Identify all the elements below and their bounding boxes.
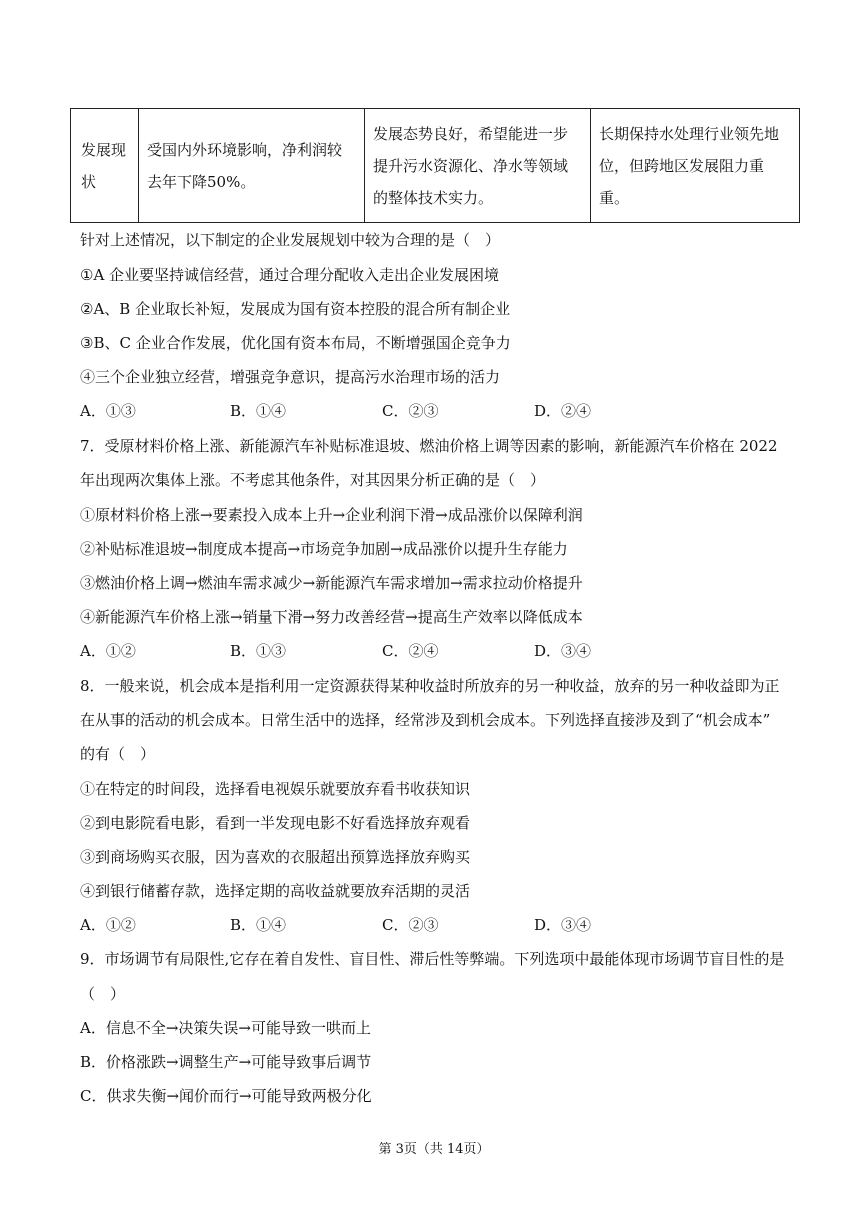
option-a[interactable]: A．①② [80,916,136,934]
question-8-item-4: ④到银行储蓄存款，选择定期的高收益就要放弃活期的灵活 [80,882,471,900]
company-b-status-cell: 发展态势良好，希望能进一步提升污水资源化、净水等领域的整体技术实力。 [365,109,591,223]
question-9-option-a[interactable]: A．信息不全→决策失误→可能导致一哄而上 [80,1019,371,1037]
option-a[interactable]: A．①② [80,642,136,660]
option-b[interactable]: B．①④ [230,916,287,934]
page-footer: 第 3页（共 14页） [378,1142,490,1157]
question-8-item-3: ③到商场购买衣服，因为喜欢的衣服超出预算选择放弃购买 [80,848,471,866]
option-d[interactable]: D．②④ [534,402,592,420]
table-row [71,109,800,223]
question-8-item-1: ①在特定的时间段，选择看电视娱乐就要放弃看书收获知识 [80,780,471,798]
question-7-stem-line-2: 年出现两次集体上涨。不考虑其他条件，对其因果分析正确的是（ ） [80,471,546,489]
option-b[interactable]: B．①④ [230,402,287,420]
question-8-item-2: ②到电影院看电影，看到一半发现电影不好看选择放弃观看 [80,814,471,832]
question-6-stem: 针对上述情况，以下制定的企业发展规划中较为合理的是（ ） [80,231,501,249]
option-c[interactable]: C．②④ [382,642,439,660]
question-6-item-2: ②A、B 企业取长补短，发展成为国有资本控股的混合所有制企业 [80,300,511,318]
question-6-item-4: ④三个企业独立经营，增强竞争意识，提高污水治理市场的活力 [80,368,501,386]
question-7-item-1: ①原材料价格上涨→要素投入成本上升→企业利润下滑→成品涨价以保障利润 [80,506,583,524]
option-c[interactable]: C．②③ [382,916,439,934]
question-7-stem-line-1: 7．受原材料价格上涨、新能源汽车补贴标准退坡、燃油价格上调等因素的影响，新能源汽车价格在 2022 [80,437,778,455]
question-6-options [80,401,800,421]
row-label-cell: 发展现状 [71,109,139,223]
question-7-item-2: ②补贴标准退坡→制度成本提高→市场竞争加剧→成品涨价以提升生存能力 [80,540,568,558]
option-b[interactable]: B．①③ [230,642,287,660]
company-a-status-cell: 受国内外环境影响，净利润较去年下降50%。 [139,109,365,223]
question-7-item-3: ③燃油价格上调→燃油车需求减少→新能源汽车需求增加→需求拉动价格提升 [80,574,583,592]
question-6-item-3: ③B、C 企业合作发展，优化国有资本布局，不断增强国企竞争力 [80,334,511,352]
question-9-stem-line-1: 9．市场调节有局限性,它存在着自发性、盲目性、滞后性等弊端。下列选项中最能体现市场调节盲目性的是 [80,950,785,968]
question-8-stem-line-1: 8．一般来说，机会成本是指利用一定资源获得某种收益时所放弃的另一种收益，放弃的另一种收益即为正 [80,677,780,695]
question-7-options [80,641,800,661]
option-c[interactable]: C．②③ [382,402,439,420]
question-7-item-4: ④新能源汽车价格上涨→销量下滑→努力改善经营→提高生产效率以降低成本 [80,608,583,626]
question-8-stem-line-3: 的有（ ） [80,745,156,763]
option-d[interactable]: D．③④ [534,642,592,660]
question-8-stem-line-2: 在从事的活动的机会成本。日常生活中的选择，经常涉及到机会成本。下列选择直接涉及到了“机会成本” [80,711,771,729]
question-8-options [80,915,800,935]
enterprise-status-table [70,108,800,223]
question-9-stem-line-2: （ ） [80,985,126,1003]
company-c-status-cell: 长期保持水处理行业领先地位，但跨地区发展阻力重重。 [591,109,800,223]
question-6-item-1: ①A 企业要坚持诚信经营，通过合理分配收入走出企业发展困境 [80,266,500,284]
question-9-option-c[interactable]: C．供求失衡→闻价而行→可能导致两极分化 [80,1087,372,1105]
question-9-option-b[interactable]: B．价格涨跌→调整生产→可能导致事后调节 [80,1053,372,1071]
option-d[interactable]: D．③④ [534,916,592,934]
option-a[interactable]: A．①③ [80,402,136,420]
